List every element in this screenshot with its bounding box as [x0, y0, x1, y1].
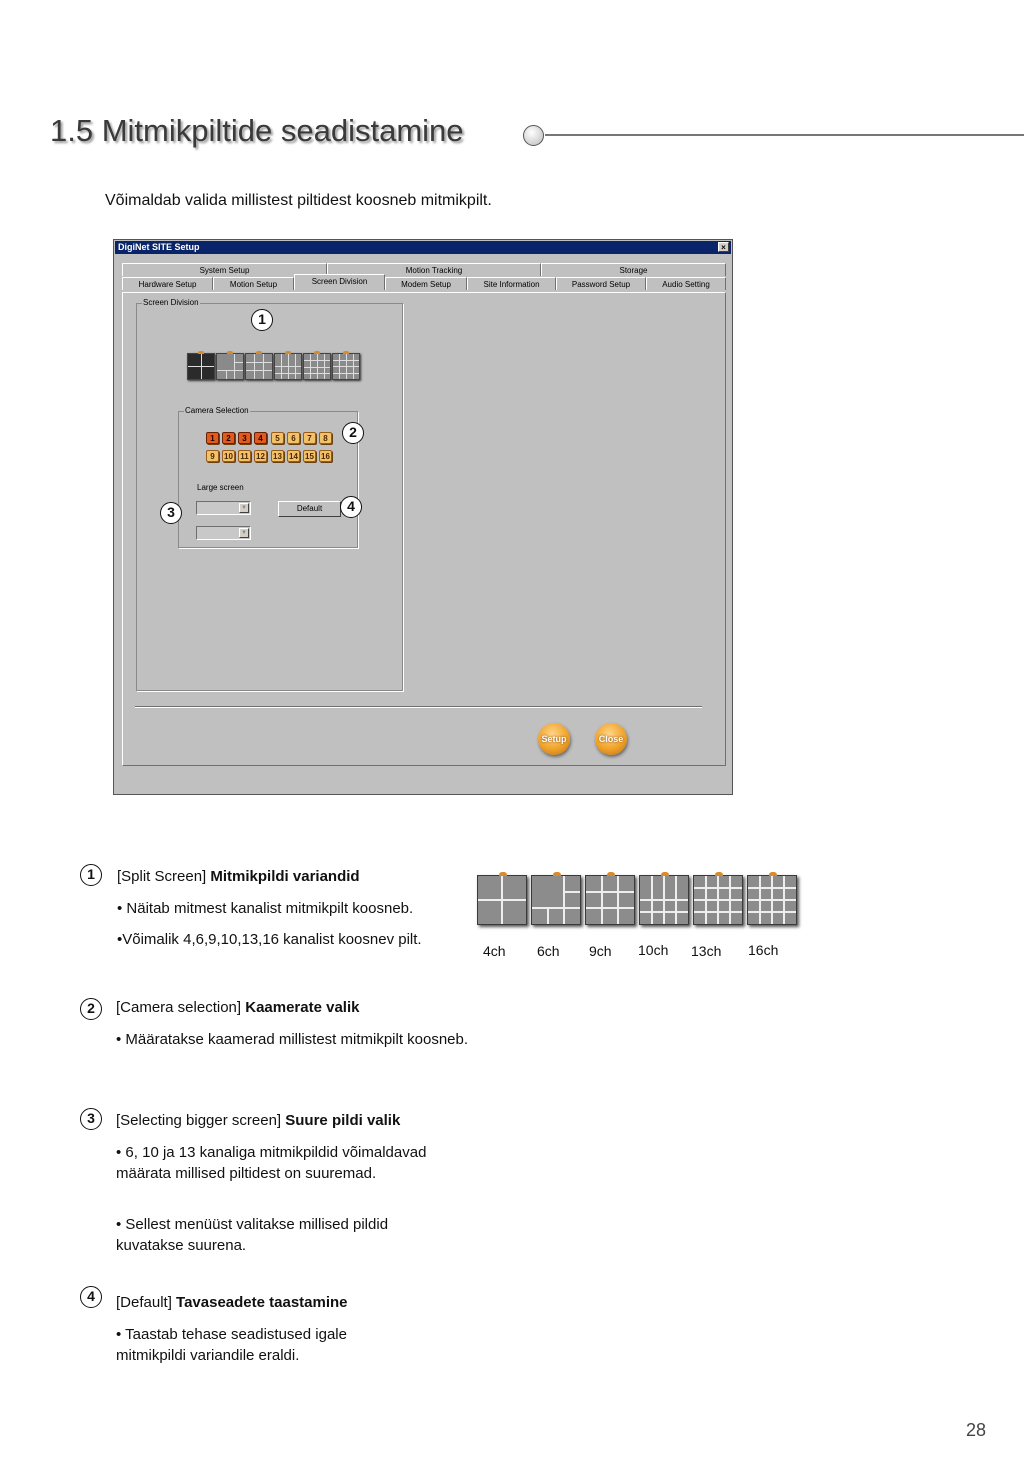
- section-1-line-2: •Võimalik 4,6,9,10,13,16 kanalist koosnev pilt.: [117, 931, 422, 948]
- camera-button-12[interactable]: 12: [254, 450, 267, 462]
- camera-button-10[interactable]: 10: [222, 450, 235, 462]
- variant-label-6ch: 6ch: [537, 943, 560, 959]
- large-screen-select-1[interactable]: [196, 501, 251, 515]
- setup-window: [113, 239, 733, 795]
- section-3-number: 3: [80, 1108, 102, 1130]
- tab-row-bottom: [122, 277, 726, 291]
- tab-password-setup[interactable]: Password Setup: [556, 277, 646, 290]
- camera-button-9[interactable]: 9: [206, 450, 219, 462]
- camera-button-4[interactable]: 4: [254, 432, 267, 444]
- default-button[interactable]: Default: [278, 501, 341, 517]
- camera-button-2[interactable]: 2: [222, 432, 235, 444]
- intro-text: Võimaldab valida millistest piltidest koosneb mitmikpilt.: [105, 192, 492, 209]
- section-3-line-2: • Sellest menüüst valitakse millised pildid kuvatakse suurena.: [116, 1216, 389, 1254]
- callout-1: 1: [251, 309, 273, 331]
- variant-label-4ch: 4ch: [483, 943, 506, 959]
- tab-audio-setting[interactable]: Audio Setting: [646, 277, 726, 290]
- split-13-icon[interactable]: [303, 353, 331, 380]
- title-rule: [545, 134, 1024, 136]
- split-4-icon[interactable]: [187, 353, 215, 380]
- tab-motion-tracking[interactable]: Motion Tracking: [327, 263, 541, 276]
- tab-site-information[interactable]: Site Information: [467, 277, 556, 290]
- setup-button[interactable]: Setup: [538, 723, 570, 755]
- tab-system-setup[interactable]: System Setup: [122, 263, 327, 276]
- page-title: 1.5 Mitmikpiltide seadistamine: [50, 113, 464, 148]
- split-6-icon[interactable]: [216, 353, 244, 380]
- window-close-button[interactable]: ×: [718, 242, 729, 252]
- tab-storage[interactable]: Storage: [541, 263, 726, 276]
- camera-button-13[interactable]: 13: [271, 450, 284, 462]
- section-1-heading-prefix: [Split Screen]: [117, 868, 211, 885]
- window-titlebar: [115, 241, 731, 254]
- camera-button-1[interactable]: 1: [206, 432, 219, 444]
- screen-division-label: Screen Division: [143, 298, 199, 307]
- section-3-heading-bold: Suure pildi valik: [285, 1112, 401, 1129]
- variant-10ch-icon: [639, 875, 689, 925]
- tab-hardware-setup[interactable]: Hardware Setup: [122, 277, 213, 290]
- camera-button-7[interactable]: 7: [303, 432, 316, 444]
- camera-button-14[interactable]: 14: [287, 450, 300, 462]
- camera-button-16[interactable]: 16: [319, 450, 332, 462]
- chevron-down-icon[interactable]: ▼: [239, 503, 249, 513]
- section-3-heading-prefix: [Selecting bigger screen]: [116, 1112, 286, 1129]
- variant-label-9ch: 9ch: [589, 943, 612, 959]
- section-3-heading: [116, 1112, 400, 1129]
- split-10-icon[interactable]: [274, 353, 302, 380]
- variant-4ch-icon: [477, 875, 527, 925]
- camera-selection-group: [178, 406, 358, 548]
- camera-button-5[interactable]: 5: [271, 432, 284, 444]
- section-4-number: 4: [80, 1286, 102, 1308]
- callout-4: 4: [340, 496, 362, 518]
- large-screen-label: Large screen: [197, 483, 244, 492]
- large-screen-select-2[interactable]: [196, 526, 251, 540]
- variant-label-13ch: 13ch: [691, 943, 722, 959]
- section-2-heading: [116, 999, 359, 1016]
- section-4-heading-bold: Tavaseadete taastamine: [176, 1294, 348, 1311]
- camera-button-3[interactable]: 3: [238, 432, 251, 444]
- variant-6ch-icon: [531, 875, 581, 925]
- tab-screen-division[interactable]: Screen Division: [294, 274, 385, 290]
- camera-button-6[interactable]: 6: [287, 432, 300, 444]
- section-3-line-1: • 6, 10 ja 13 kanaliga mitmikpildid võimaldavad määrata millised piltidest on suuremad.: [116, 1144, 427, 1182]
- callout-3: 3: [160, 502, 182, 524]
- separator-line: [135, 706, 702, 708]
- section-4-line-1: • Taastab tehase seadistused igale mitmikpildi variandile eraldi.: [116, 1326, 347, 1364]
- variant-9ch-icon: [585, 875, 635, 925]
- section-2-number: 2: [80, 998, 102, 1020]
- window-title: DigiNet SITE Setup: [118, 242, 200, 252]
- section-2-heading-bold: Kaamerate valik: [245, 999, 360, 1016]
- camera-selection-label: Camera Selection: [185, 406, 249, 415]
- screen-division-group: [136, 298, 403, 691]
- section-1-line-1: • Näitab mitmest kanalist mitmikpilt koosneb.: [117, 900, 414, 917]
- variant-16ch-icon: [747, 875, 797, 925]
- close-button[interactable]: Close: [595, 723, 627, 755]
- camera-button-15[interactable]: 15: [303, 450, 316, 462]
- section-1-heading-bold: Mitmikpildi variandid: [210, 868, 360, 885]
- tab-row-top: [122, 263, 726, 277]
- split-16-icon[interactable]: [332, 353, 360, 380]
- section-2-heading-prefix: [Camera selection]: [116, 999, 246, 1016]
- camera-button-8[interactable]: 8: [319, 432, 332, 444]
- variant-label-16ch: 16ch: [748, 942, 779, 958]
- camera-button-11[interactable]: 11: [238, 450, 251, 462]
- tab-motion-setup[interactable]: Motion Setup: [213, 277, 294, 290]
- section-4-heading-prefix: [Default]: [116, 1294, 177, 1311]
- section-1-heading: [117, 868, 360, 885]
- section-4-heading: [116, 1294, 348, 1311]
- section-2-line-1: • Määratakse kaamerad millistest mitmikpilt koosneb.: [116, 1031, 469, 1048]
- tab-modem-setup[interactable]: Modem Setup: [385, 277, 467, 290]
- variant-13ch-icon: [693, 875, 743, 925]
- callout-2: 2: [342, 422, 364, 444]
- title-bullet-icon: [523, 125, 544, 146]
- split-9-icon[interactable]: [245, 353, 273, 380]
- variant-label-10ch: 10ch: [638, 942, 669, 958]
- chevron-down-icon[interactable]: ▼: [239, 528, 249, 538]
- page-number: 28: [966, 1420, 987, 1440]
- section-1-number: 1: [80, 864, 102, 886]
